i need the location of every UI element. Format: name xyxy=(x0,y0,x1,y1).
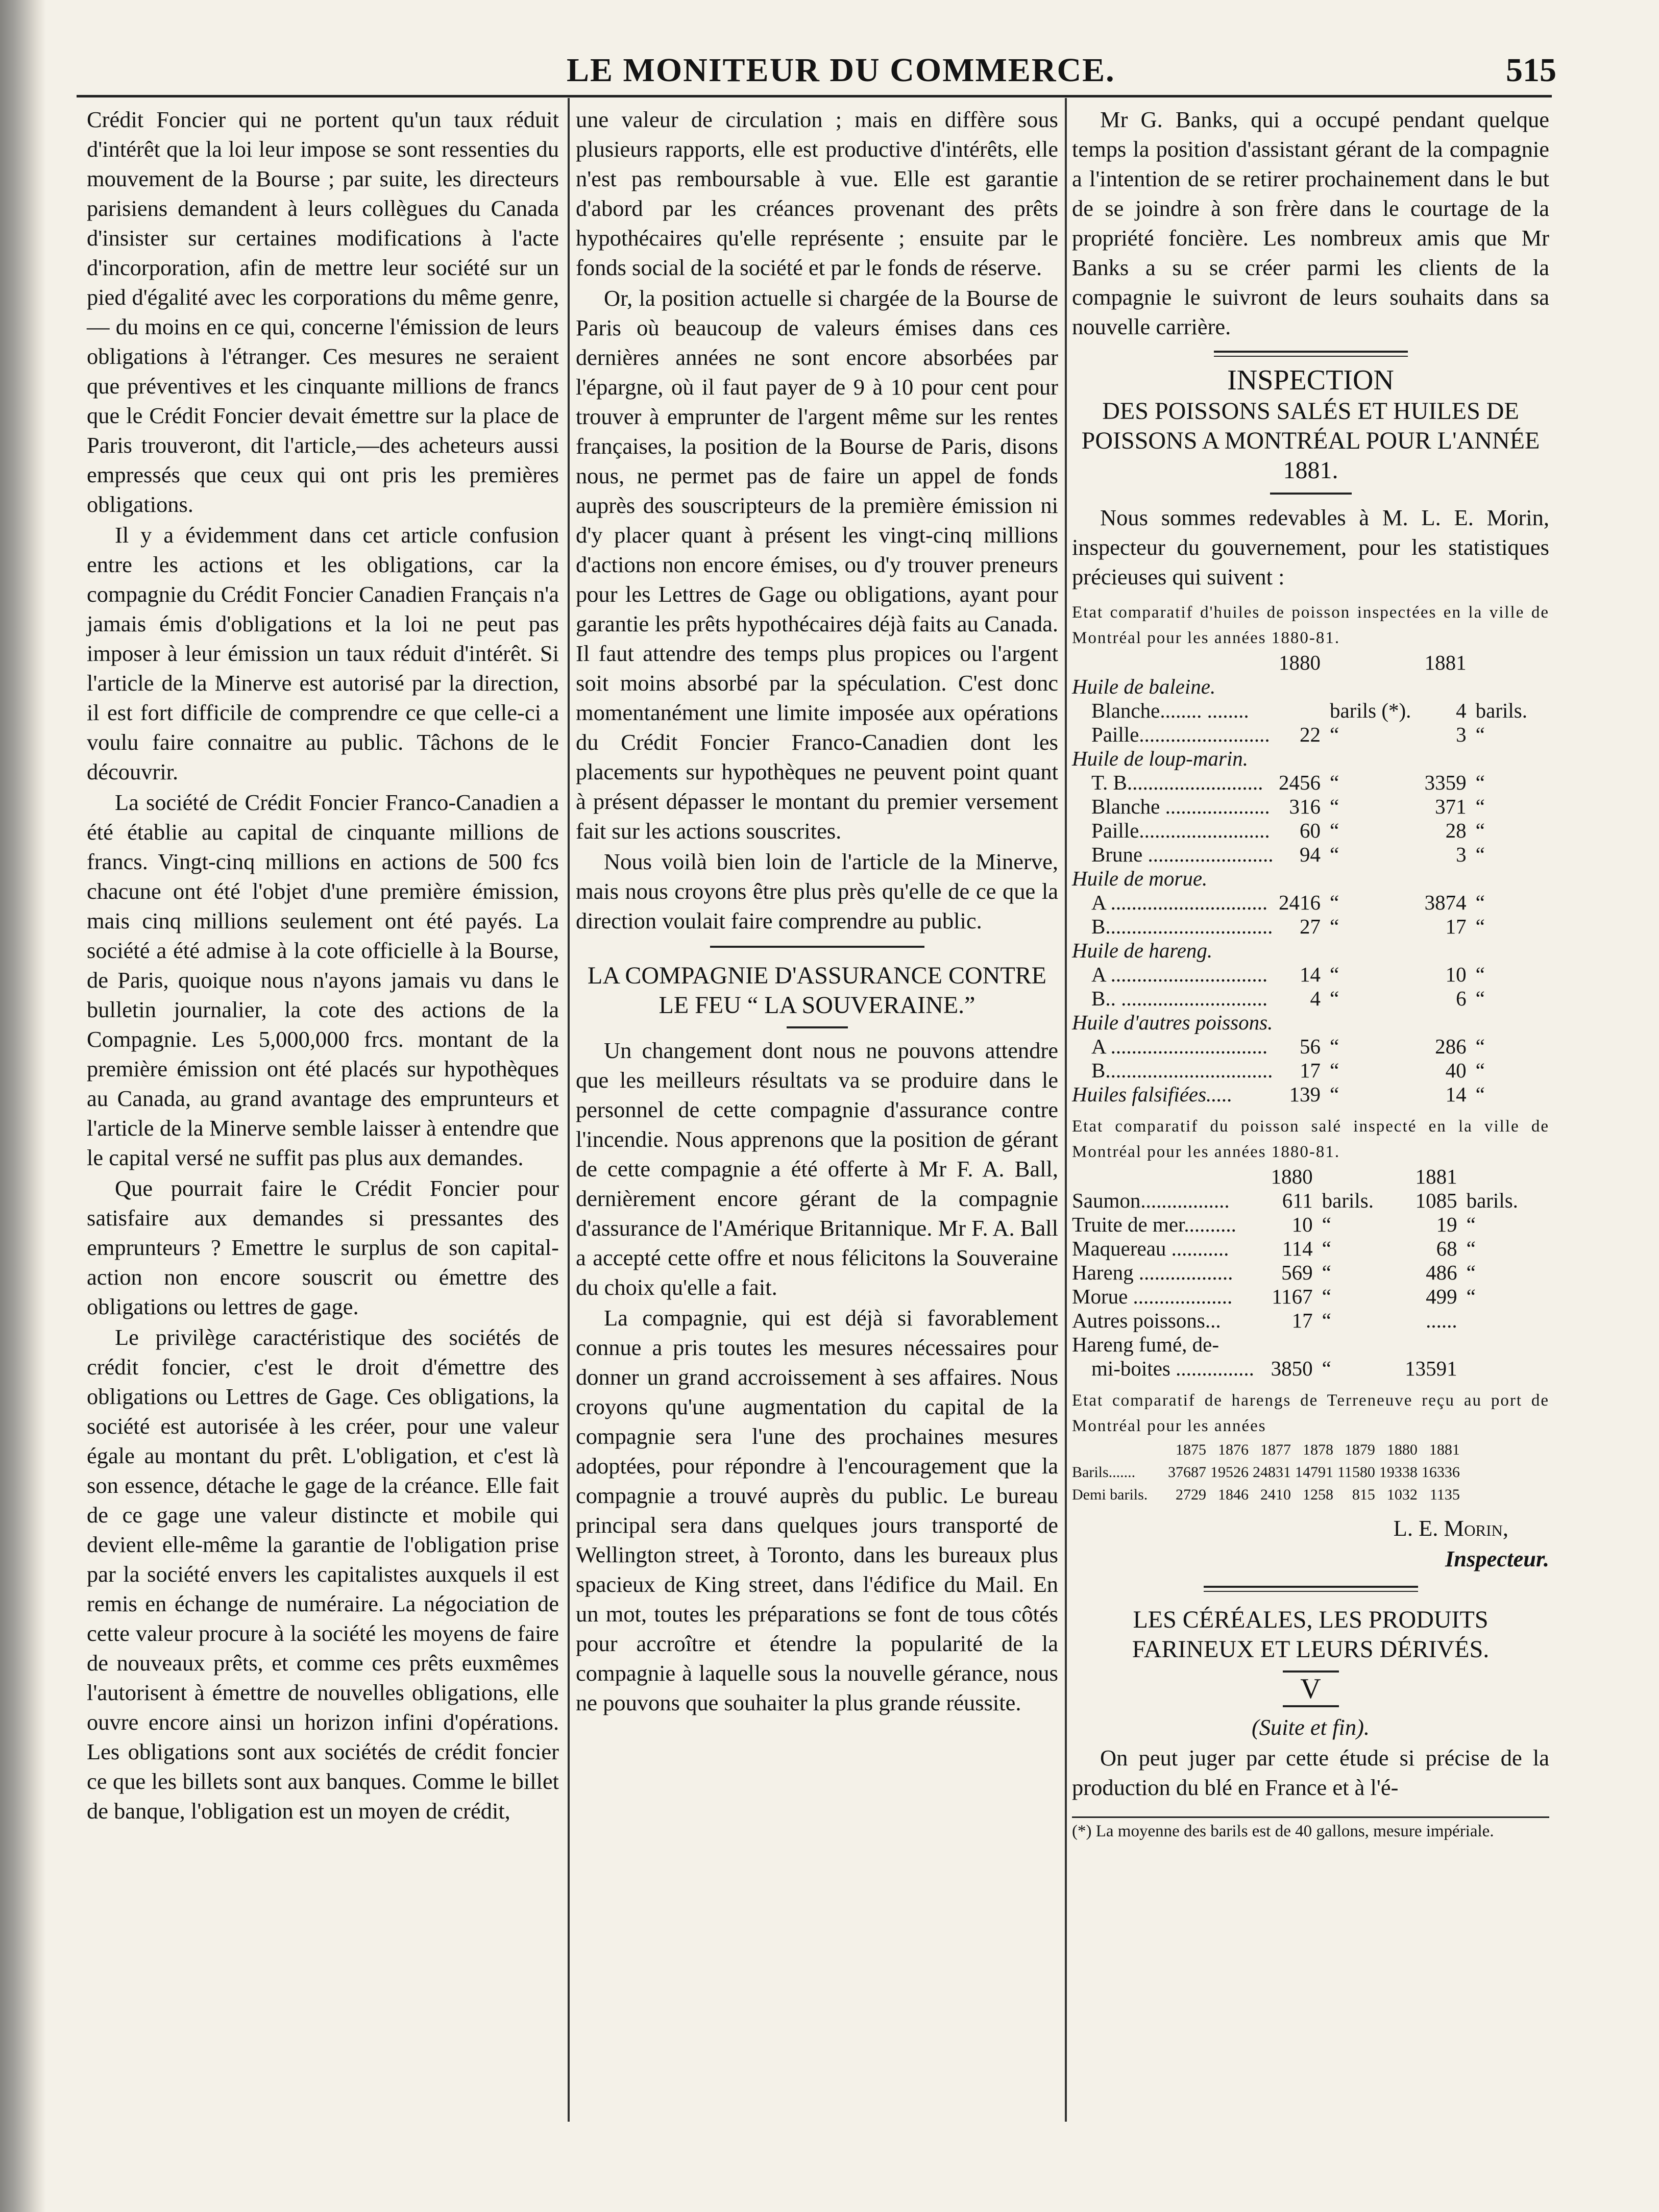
table-row xyxy=(1072,1357,1549,1381)
row-label: Brune ........................ xyxy=(1091,843,1274,866)
column-middle xyxy=(576,105,1058,1717)
row-label: A .............................. xyxy=(1091,1035,1268,1058)
paragraph: Nous voilà bien loin de l'article de la Minerve, mais nous croyons être plus près qu'elle de ce que la direction voulait faire comprendre au public. xyxy=(576,849,1058,933)
value-1881: 40 xyxy=(1445,1059,1467,1082)
table-header-row xyxy=(1072,1165,1549,1189)
signature-title: Inspecteur. xyxy=(1445,1546,1549,1571)
herring-table xyxy=(1072,1439,1464,1506)
table-row xyxy=(1072,1461,1464,1484)
double-rule xyxy=(1214,351,1408,357)
paragraph: On peut juger par cette étude si précise de la production du blé en France et à l'é- xyxy=(1072,1745,1549,1800)
masthead-title: LE MONITEUR DU COMMERCE. xyxy=(567,52,1115,89)
unit-1880: “ xyxy=(1329,1083,1339,1106)
unit-1881: “ xyxy=(1475,771,1485,794)
unit-1880 xyxy=(1313,1333,1405,1357)
unit-1881: “ xyxy=(1475,1059,1485,1082)
unit-1880: “ xyxy=(1329,1059,1339,1082)
table-row xyxy=(1072,1285,1549,1309)
row-label: A .............................. xyxy=(1091,963,1268,986)
value-1881: 3359 xyxy=(1424,771,1467,794)
table-row xyxy=(1072,915,1549,939)
unit-1881: “ xyxy=(1466,1237,1476,1260)
row-label: B................................ xyxy=(1091,1059,1273,1082)
table-row xyxy=(1072,1333,1549,1357)
page-number: 515 xyxy=(1506,52,1556,89)
unit-1881: “ xyxy=(1475,843,1485,866)
value-1880: 1167 xyxy=(1272,1285,1313,1308)
table-row xyxy=(1072,891,1549,915)
table-header-row xyxy=(1072,651,1549,675)
value-1881: 3 xyxy=(1456,723,1467,746)
row-label: Blanche........ ........ xyxy=(1091,699,1249,722)
unit-1880: “ xyxy=(1329,891,1339,914)
value-1880: 17 xyxy=(1299,1059,1321,1082)
value-1880: 27 xyxy=(1299,915,1321,938)
table-row xyxy=(1072,1035,1549,1059)
oil-inspection-table xyxy=(1072,651,1549,1107)
table-cell: 1032 xyxy=(1386,1486,1418,1503)
footnote: (*) La moyenne des barils est de 40 gallons, mesure impériale. xyxy=(1072,1816,1549,1841)
value-1880: 2456 xyxy=(1278,771,1321,794)
row-label: Maquereau ........... xyxy=(1072,1237,1229,1260)
row-label: A .............................. xyxy=(1091,891,1268,914)
year-header: 1879 xyxy=(1344,1441,1375,1458)
table-row xyxy=(1072,1261,1549,1285)
row-label: Saumon................. xyxy=(1072,1189,1230,1212)
value-1881: 1085 xyxy=(1415,1189,1457,1212)
column-left xyxy=(87,105,559,1826)
row-label: B................................ xyxy=(1091,915,1273,938)
table-row xyxy=(1072,1484,1464,1506)
unit-1880: barils (*). xyxy=(1329,699,1411,722)
table-cell: 1135 xyxy=(1430,1486,1460,1503)
row-label: Morue ................... xyxy=(1072,1285,1233,1308)
paragraph: Mr G. Banks, qui a occupé pendant quelque temps la position d'assistant gérant de la compagnie a l'intention de se retirer prochainement dans le but de se joindre à son frère dans le courtage de la propriété foncière. Les nombreux amis que Mr Banks a su se créer parmi les clients de la compagnie le suivront de leurs souhaits dans sa nouvelle carrière. xyxy=(1072,107,1549,339)
table-row xyxy=(1072,699,1549,723)
header-blank xyxy=(1072,1439,1168,1461)
value-1881: 499 xyxy=(1426,1285,1457,1308)
category-label: Huile de morue. xyxy=(1072,867,1208,890)
table-row xyxy=(1072,747,1549,771)
table-cell: 37687 xyxy=(1168,1464,1206,1481)
value-1880: 569 xyxy=(1281,1261,1313,1284)
value-1881: 486 xyxy=(1426,1261,1457,1284)
value-1881: 17 xyxy=(1445,915,1467,938)
table-row xyxy=(1072,987,1549,1011)
table-cell: 19526 xyxy=(1210,1464,1249,1481)
table-row xyxy=(1072,843,1549,867)
table-cell: 11580 xyxy=(1337,1464,1375,1481)
unit-1881: “ xyxy=(1475,819,1485,842)
table-row xyxy=(1072,1213,1549,1237)
unit-1881: “ xyxy=(1475,987,1485,1010)
short-rule xyxy=(1270,493,1352,495)
year-header: 1877 xyxy=(1260,1441,1291,1458)
table-title-salted-fish: Etat comparatif du poisson salé inspecté en la ville de Montréal pour les années 1880-81. xyxy=(1072,1117,1549,1161)
unit-1880: “ xyxy=(1322,1357,1331,1380)
value-1881: 6 xyxy=(1456,987,1467,1010)
value-1881: 371 xyxy=(1435,795,1467,818)
table-cell: 1258 xyxy=(1303,1486,1333,1503)
table-cell: 2410 xyxy=(1260,1486,1291,1503)
table-cell: 14791 xyxy=(1295,1464,1333,1481)
unit-1880: “ xyxy=(1329,915,1339,938)
year-header: 1880 xyxy=(1386,1441,1418,1458)
salted-fish-table xyxy=(1072,1165,1549,1381)
table-cell: 19338 xyxy=(1379,1464,1418,1481)
row-label: Truite de mer.......... xyxy=(1072,1213,1236,1236)
unit-1881: “ xyxy=(1466,1261,1476,1284)
table-cell: 2729 xyxy=(1176,1486,1206,1503)
table-cell: 815 xyxy=(1352,1486,1375,1503)
paragraph: Un changement dont nous ne pouvons attendre que les meilleurs résultats va se produire dans le personnel de cette compagnie d'assurance contre l'incendie. Nous apprenons que la position de gérant de cette compagnie a été offerte à Mr F. A. Ball, dernièrement encore gérant de la compagnie d'assurance de l'Amérique Britannique. Mr F. A. Ball a accepté cette offre et nous félicitons la Souveraine du choix qu'elle a fait. xyxy=(576,1038,1058,1300)
unit-1880: “ xyxy=(1322,1285,1331,1308)
unit-1881: “ xyxy=(1475,723,1485,746)
header-blank xyxy=(1072,1165,1269,1189)
table-header-row xyxy=(1072,1439,1464,1461)
category-label: Huile de baleine. xyxy=(1072,675,1216,698)
table-cell: 1846 xyxy=(1218,1486,1249,1503)
row-label: Hareng .................. xyxy=(1072,1261,1233,1284)
value-1881: 19 xyxy=(1436,1213,1457,1236)
header-rule xyxy=(77,95,1552,97)
value-1881: 28 xyxy=(1445,819,1467,842)
table-row xyxy=(1072,1189,1549,1213)
value-1880: 139 xyxy=(1289,1083,1321,1106)
value-1881: 4 xyxy=(1456,699,1467,722)
paragraph: Nous sommes redevables à M. L. E. Morin, inspecteur du gouvernement, pour les statistiques précieuses qui suivent : xyxy=(1072,505,1549,589)
value-1881: 13591 xyxy=(1405,1357,1457,1380)
year-header: 1881 xyxy=(1429,1441,1460,1458)
value-1880: 3850 xyxy=(1271,1357,1313,1380)
value-1880: 114 xyxy=(1282,1237,1313,1260)
paragraph: La société de Crédit Foncier Franco-Canadien a été établie au capital de cinquante millions de francs. Vingt-cinq millions en actions de 500 fcs chacune ont été l'objet d'une première émission, mais cinq millions seulement ont été payés. La société a été admise à la cote officielle à la Bourse, de Paris, quoique nous n'ayons jamais vu dans le bulletin journalier, la cote des actions de la Compagnie. Les 5,000,000 frcs. montant de la première émission ont été placés sur hypothèques au Canada, au grand avantage des emprunteurs et l'article de la Minerve semble laisser à entendre que le capital versé ne suffit pas plus aux demandes. xyxy=(87,790,559,1170)
unit-1880: “ xyxy=(1329,771,1339,794)
value-1880: 60 xyxy=(1299,819,1321,842)
column-divider-1 xyxy=(568,98,570,2122)
unit-1881: “ xyxy=(1466,1285,1476,1308)
row-label: Autres poissons... xyxy=(1072,1309,1221,1332)
paragraph: Le privilège caractéristique des sociétés de crédit foncier, c'est le droit d'émettre des obligations ou Lettres de Gage. Ces obligations, la société est autorisée à les créer, pour une valeur égale au montant du prêt. L'obligation, et c'est là son essence, détache le gage de la créance. Elle fait de ce gage une valeur distincte et mobile qui devient elle-même la garantie de l'obligation prise par la société envers les capitalistes auxquels il est remis en échange de numéraire. La négociation de cette valeur procure à la société les moyens de faire de nouveaux prêts, et comme ces prêts euxmêmes l'autorisent à émettre de nouvelles obligations, elle ouvre encore ainsi un horizon infini d'opérations. Les obligations sont aux sociétés de crédit foncier ce que les billets sont aux banques. Comme le billet de banque, l'obligation est un moyen de crédit, xyxy=(87,1324,559,1824)
value-1880: 10 xyxy=(1291,1213,1313,1236)
table-row xyxy=(1072,771,1549,795)
value-1881: 68 xyxy=(1436,1237,1457,1260)
header-blank xyxy=(1467,651,1549,675)
table-row xyxy=(1072,819,1549,843)
value-1880: 56 xyxy=(1299,1035,1321,1058)
table-row xyxy=(1072,1237,1549,1261)
unit-1880: “ xyxy=(1329,819,1339,842)
column-right xyxy=(1072,105,1549,1841)
unit-1881: barils. xyxy=(1475,699,1527,722)
unit-1880: “ xyxy=(1329,843,1339,866)
row-label: Hareng fumé, de- xyxy=(1072,1333,1219,1356)
header-blank xyxy=(1321,651,1423,675)
category-label: Huile d'autres poissons. xyxy=(1072,1011,1273,1034)
cereales-heading: LES CÉRÉALES, LES PRODUITS FARINEUX ET LEURS DÉRIVÉS. xyxy=(1132,1606,1490,1663)
value-1880: 611 xyxy=(1282,1189,1313,1212)
row-label: Blanche .................... xyxy=(1091,795,1270,818)
unit-1880: “ xyxy=(1322,1237,1331,1260)
value-1881: 10 xyxy=(1445,963,1467,986)
row-label: Demi barils. xyxy=(1072,1486,1148,1503)
column-divider-2 xyxy=(1065,98,1067,2122)
unit-1880: “ xyxy=(1322,1261,1331,1284)
table-row xyxy=(1072,723,1549,747)
short-rule xyxy=(1283,1705,1339,1707)
row-label: B.. ............................ xyxy=(1091,987,1268,1010)
year-header: 1881 xyxy=(1415,1165,1457,1188)
unit-1880: barils. xyxy=(1322,1189,1374,1212)
unit-1881: “ xyxy=(1475,1035,1485,1058)
unit-1880: “ xyxy=(1329,963,1339,986)
unit-1881: “ xyxy=(1475,1083,1485,1106)
header-blank xyxy=(1313,1165,1405,1189)
table-row xyxy=(1072,963,1549,987)
unit-1881: “ xyxy=(1475,963,1485,986)
value-1880 xyxy=(1277,699,1321,723)
table-title-oils: Etat comparatif d'huiles de poisson inspectées en la ville de Montréal pour les années 1880-81. xyxy=(1072,603,1549,647)
value-1880: 17 xyxy=(1291,1309,1313,1332)
unit-1880: “ xyxy=(1322,1309,1331,1332)
unit-1881: barils. xyxy=(1466,1189,1518,1212)
value-1880: 14 xyxy=(1299,963,1321,986)
value-1881: ...... xyxy=(1426,1309,1457,1332)
double-rule xyxy=(1204,1586,1418,1592)
suite-note: (Suite et fin). xyxy=(1251,1714,1370,1740)
value-1881: 3874 xyxy=(1424,891,1467,914)
year-header: 1875 xyxy=(1176,1441,1206,1458)
value-1880: 4 xyxy=(1310,987,1321,1010)
unit-1881 xyxy=(1457,1357,1549,1381)
paragraph: Il y a évidemment dans cet article confusion entre les actions et les obligations, car la compagnie du Crédit Foncier Canadien Français n'a jamais émis d'obligations et la loi ne peut pas imposer à leur émission un taux réduit d'intérêt. Si l'article de la Minerve est autorisé par la direction, il est fort difficile de comprendre ce que celle-ci a voulu faire connaitre au public. Tâchons de le découvrir. xyxy=(87,522,559,784)
table-cell: 24831 xyxy=(1253,1464,1291,1481)
unit-1880: “ xyxy=(1329,795,1339,818)
signature-name: L. E. Morin, xyxy=(1393,1515,1508,1541)
row-label: mi-boites ............... xyxy=(1091,1357,1254,1380)
row-label: Paille......................... xyxy=(1091,723,1270,746)
value-1881: 286 xyxy=(1435,1035,1467,1058)
value-1880: 22 xyxy=(1299,723,1321,746)
unit-1881 xyxy=(1457,1309,1549,1333)
article-heading-la-souveraine: LA COMPAGNIE D'ASSURANCE CONTRE LE FEU “ LA SOUVERAINE.” xyxy=(588,962,1046,1019)
paragraph: Crédit Foncier qui ne portent qu'un taux réduit d'intérêt que la loi leur impose se sont ressenties du mouvement de la Bourse ; par suite, les directeurs parisiens demandent à leurs collègues du Canada d'insister sur certaines modifications à l'acte d'incorporation, afin de mettre leur société sur un pied d'égalité avec les corporations du même genre, — du moins en ce qui, concerne l'émission de leurs obligations à l'étranger. Ces mesures ne seraient que préventives et les cinquante millions de francs que le Crédit Foncier devait émettre sur la place de Paris trouveront, dit l'article,—des acheteurs aussi empressés que ceux qui ont pris les premières obligations. xyxy=(87,107,559,517)
section-rule xyxy=(710,946,924,948)
value-1880: 94 xyxy=(1299,843,1321,866)
value-1881 xyxy=(1405,1333,1457,1357)
table-row xyxy=(1072,867,1549,891)
table-cell: 16336 xyxy=(1421,1464,1460,1481)
unit-1880: “ xyxy=(1329,723,1339,746)
unit-1881: “ xyxy=(1466,1213,1476,1236)
category-label: Huile de hareng. xyxy=(1072,939,1213,962)
table-row xyxy=(1072,1011,1549,1035)
table-row xyxy=(1072,675,1549,699)
table-row xyxy=(1072,1083,1549,1107)
paragraph: Que pourrait faire le Crédit Foncier pour satisfaire aux demandes si pressantes des emprunteurs ? Emettre le surplus de son capital-action non encore souscrit ou émettre des obligations ou lettres de gage. xyxy=(87,1175,559,1319)
unit-1881 xyxy=(1457,1333,1549,1357)
short-rule xyxy=(787,1026,848,1028)
paragraph: une valeur de circulation ; mais en diffère sous plusieurs rapports, elle est productive d'intérêts, elle n'est pas remboursable à vue. Elle est garantie d'abord par les créances provenant des prêts hypothécaires qu'elle représente ; ensuite par le fonds social de la société et par le fonds de réserve. xyxy=(576,107,1058,280)
paragraph: Or, la position actuelle si chargée de la Bourse de Paris où beaucoup de valeurs émises dans ces dernières années ne sont encore absorbées par l'épargne, où il faut payer de 9 à 10 pour cent pour trouver à emprunter de l'argent même sur les rentes françaises, la position de la Bourse de Paris, disons nous, ne permet pas de faire un appel de fonds auprès des souscripteurs de la première émission ni d'y placer quant à présent les vingt-cinq millions d'actions non encore émises, ou d'y trouver preneurs pour les Lettres de Gage ou obligations, ayant pour garantie les prêts hypothécaires déjà faits au Canada. Il faut attendre des temps plus propices ou l'argent soit moins absorbé par la spéculation. C'est donc momentanément une limite imposée aux opérations du Crédit Foncier Franco-Canadien dont les placements sur hypothèques ne peuvent point quant à présent dépasser le montant du premier versement fait sur les actions souscrites. xyxy=(576,285,1058,844)
value-1880: 2416 xyxy=(1278,891,1321,914)
section-roman-numeral: V xyxy=(1300,1673,1321,1705)
year-header: 1876 xyxy=(1218,1441,1249,1458)
table-row xyxy=(1072,1059,1549,1083)
value-1881: 14 xyxy=(1445,1083,1467,1106)
scanned-page-edge xyxy=(0,0,46,2212)
value-1880: 316 xyxy=(1289,795,1321,818)
unit-1880: “ xyxy=(1322,1213,1331,1236)
year-header: 1878 xyxy=(1303,1441,1333,1458)
category-label: Huile de loup-marin. xyxy=(1072,747,1249,770)
table-row xyxy=(1072,1309,1549,1333)
value-1881: 3 xyxy=(1456,843,1467,866)
unit-1880: “ xyxy=(1329,1035,1339,1058)
row-label: Huiles falsifiées..... xyxy=(1072,1083,1233,1106)
unit-1881: “ xyxy=(1475,891,1485,914)
inspection-subheading: DES POISSONS SALÉS ET HUILES DE POISSONS A MONTRÉAL POUR L'ANNÉE 1881. xyxy=(1081,398,1540,484)
table-row xyxy=(1072,939,1549,963)
value-1880 xyxy=(1269,1333,1313,1357)
row-label: T. B.......................... xyxy=(1091,771,1263,794)
header-blank xyxy=(1072,651,1277,675)
row-label: Paille......................... xyxy=(1091,819,1270,842)
year-header: 1880 xyxy=(1271,1165,1313,1188)
unit-1881: “ xyxy=(1475,915,1485,938)
paragraph: La compagnie, qui est déjà si favorablement connue a pris toutes les mesures nécessaires pour donner un grand accroissement à ses affaires. Nous croyons qu'une augmentation du capital de la compagnie sera l'une des prochaines mesures adoptées, pour répondre à l'encouragement que la compagnie a trouvé auprès du public. Le bureau principal sera dans quelques jours transporté de Wellington street, à Toronto, dans les bureaux plus spacieux de King street, dans l'édifice du Mail. En un mot, toutes les préparations se font de tous côtés pour accroître et étendre la popularité de la compagnie à laquelle sous la nouvelle gérance, nous ne pouvons que souhaiter la plus grande réussite. xyxy=(576,1305,1058,1715)
unit-1880: “ xyxy=(1329,987,1339,1010)
table-title-herring: Etat comparatif de harengs de Terreneuve reçu au port de Montréal pour les années xyxy=(1072,1391,1549,1435)
year-header: 1881 xyxy=(1424,651,1467,674)
year-header: 1880 xyxy=(1278,651,1321,674)
unit-1881: “ xyxy=(1475,795,1485,818)
row-label: Barils....... xyxy=(1072,1464,1136,1481)
table-row xyxy=(1072,795,1549,819)
header-blank xyxy=(1457,1165,1549,1189)
inspection-heading: INSPECTION xyxy=(1227,364,1394,396)
